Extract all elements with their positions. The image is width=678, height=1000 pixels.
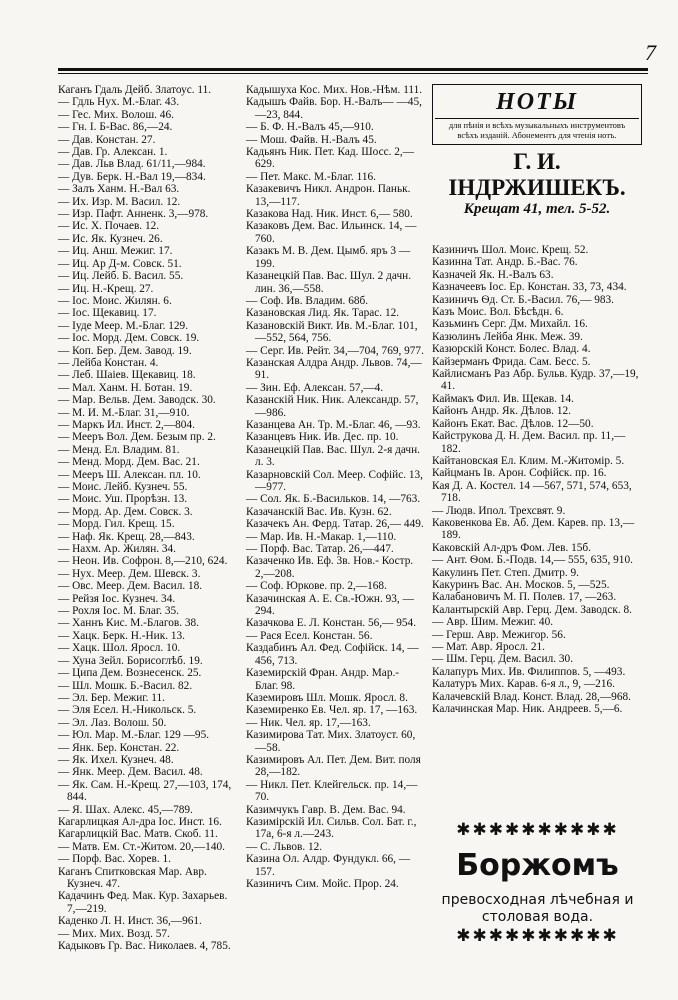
directory-entry: Казакъ М. В. Дем. Цымб. яръ 3 —199. [246, 245, 411, 270]
directory-entry: Калантырскій Авр. Герц. Дем. Заводск. 8. [432, 603, 632, 616]
directory-entry: — Нахм. Ар. Жилян. 34. [58, 543, 177, 556]
directory-entry: Казина Ол. Алдр. Фундукл. 66, —157. [246, 853, 411, 878]
directory-entry: — Эл. Бер. Межиг. 11. [58, 691, 165, 704]
directory-entry: — Порф. Вас. Татар. 26,—447. [246, 543, 394, 556]
directory-entry: Казачанскій Вас. Ив. Кузн. 62. [246, 505, 392, 518]
directory-entry: — Эля Есел. Н.-Никольск. 5. [58, 704, 197, 717]
directory-entry: Кайлисманъ Раз Абр. Бульв. Кудр. 37,—19, 41. [432, 368, 639, 393]
directory-entry: — Хацк. Шол. Яросл. 10. [58, 642, 181, 655]
directory-entry: — Соф. Ив. Владим. 68б. [246, 294, 369, 307]
directory-entry: — Иц. Н.-Крещ. 27. [58, 282, 154, 295]
directory-entry: — Мат. Авр. Яросл. 21. [432, 641, 545, 653]
directory-entry: — Мал. Ханм. Н. Ботан. 19. [58, 381, 193, 394]
directory-entry: — Янк. Бер. Констан. 22. [58, 741, 180, 754]
directory-entry: — Іос. Моис. Жилян. 6. [58, 294, 172, 307]
directory-entry: — Мееръ Вол. Дем. Безым пр. 2. [58, 431, 216, 444]
directory-entry: — Ханнъ Кис. М.-Благов. 38. [58, 617, 200, 630]
directory-entry: — Соф. Юркове. пр. 2,—168. [246, 580, 387, 593]
directory-entry: Кайонъ Андр. Як. Дѣлов. 12. [432, 405, 571, 418]
directory-entry: — Коп. Бер. Дем. Завод. 19. [58, 344, 192, 357]
directory-entry: Калабановичъ М. П. Полев. 17, —263. [432, 591, 617, 604]
directory-entry: Казиничъ Сим. Мойс. Прор. 24. [246, 878, 399, 890]
directory-entry: — Нух. Меер. Дем. Шевск. 3. [58, 567, 201, 580]
directory-entry: — Иц. Лейб. Б. Васил. 55. [58, 270, 184, 283]
directory-entry: Какулинъ Пет. Степ. Дмитр. 9. [432, 566, 579, 579]
directory-entry: — Іос. Морд. Дем. Совск. 19. [58, 332, 200, 345]
directory-entry: Казиничъ Шол. Моис. Крещ. 52. [432, 244, 589, 256]
directory-entry: Казъ Моис. Вол. Бѣсѣдн. 6. [432, 306, 564, 319]
directory-entry: — Менд. Ел. Владим. 81. [58, 443, 180, 456]
directory-entry: — Мих. Мих. Возд. 57. [58, 927, 170, 940]
directory-entry: — Людв. Ипол. Трехсвят. 9. [432, 504, 566, 517]
directory-entry: — Герш. Авр. Межигор. 56. [432, 628, 566, 641]
directory-entry: Кагарлицкій Вас. Матв. Скоб. 11. [58, 828, 218, 841]
directory-entry: — Хацк. Берк. Н.-Ник. 13. [58, 629, 185, 642]
directory-entry: Какуринъ Вас. Ан. Москов. 5, —525. [432, 578, 610, 591]
directory-entry: — Дув. Берк. Н.-Вал 19,—834. [58, 170, 206, 183]
directory-entry: — Сол. Як. Б.-Васильков. 14, —763. [246, 493, 421, 506]
header-rule-thin [58, 73, 648, 74]
column-2 [246, 84, 424, 890]
directory-entry: — Гн. I. Б-Вас. 86,—24. [58, 121, 173, 134]
directory-entry: — Рейзя Іос. Кузнеч. 34. [58, 592, 176, 605]
directory-entry: Кадыковъ Гр. Вас. Николаев. 4, 785. [58, 940, 231, 953]
ad-title: НОТЫ [435, 87, 639, 119]
directory-entry: — Никл. Пет. Клейгельск. пр. 14,—70. [246, 778, 418, 804]
directory-entry: — Ис. Як. Кузнеч. 26. [58, 232, 163, 245]
directory-entry: — Морд. Ар. Дем. Совск. 3. [58, 505, 193, 518]
star-ornament-bottom: ✱✱✱✱✱✱✱✱✱✱ [456, 926, 619, 945]
directory-entry: Казанецкій Пав. Вас. Шул. 2 дачн. лин. 36,—558. [246, 270, 412, 295]
ad-address: Крещат 41, тел. 5-52. [463, 201, 611, 217]
directory-entry: Казанецкій Пав. Вас. Шул. 2-я дачн. л. 3. [246, 443, 420, 469]
directory-entry: — Ципа Дем. Вознесенск. 25. [58, 667, 202, 680]
directory-entry: Кагарлицкая Ал-дра Іос. Инст. 16. [58, 815, 222, 828]
directory-entry: Каздабинъ Ал. Фед. Софійск. 14, —456, 713. [246, 642, 419, 667]
directory-entry: — Наф. Як. Крещ. 28,—843. [58, 530, 195, 543]
directory-entry: — Я. Шах. Алекс. 45,—789. [58, 803, 193, 816]
directory-entry: Казаковъ Дем. Вас. Ильинск. 14, —760. [246, 220, 417, 245]
ad-text: для пѣнія и всѣхъ музыкальныхъ инструментовъ всѣхъ изданій. Абонементъ для чтенія нотъ. [448, 120, 626, 140]
directory-entry: Казачинская А. Е. Св.-Южн. 93, —294. [246, 592, 414, 618]
directory-entry: — Рохля Іос. М. Благ. 35. [58, 605, 179, 618]
directory-entry: Казачкова Е. Л. Констан. 56,— 954. [246, 617, 417, 630]
directory-entry: — Серг. Ив. Рейт. 34,—704, 769, 977. [246, 344, 424, 357]
directory-entry: Кайцманъ Ів. Арон. Софійск. пр. 16. [432, 467, 607, 480]
directory-entry: Казанцевъ Ник. Ив. Дес. пр. 10. [246, 431, 399, 444]
directory-entry: — Зин. Еф. Алексан. 57,—4. [246, 381, 384, 394]
directory-entry: — Маркъ Ил. Инст. 2,—804. [58, 418, 195, 431]
directory-entry: Казьминъ Серг. Дм. Михайл. 16. [432, 318, 588, 331]
directory-entry: Казакова Над. Ник. Инст. 6,— 580. [246, 208, 413, 221]
directory-entry: Казначеевъ Іос. Ер. Констан. 33, 73, 434. [432, 281, 627, 294]
directory-entry: — Гдль Нух. М.-Благ. 43. [58, 96, 180, 109]
directory-entry: Каземиренко Ев. Чел. яр. 17, —163. [246, 704, 418, 717]
directory-entry: Казачекъ Ан. Ферд. Татар. 26,— 449. [246, 518, 424, 531]
directory-entry: Казимірскій Ил. Сильв. Сол. Бат. г., 17а, 6-я л.—243. [246, 815, 417, 841]
directory-entry: Кадачинъ Фед. Мак. Кур. Захарьев. 7,—219. [58, 890, 228, 915]
directory-entry: — Мар. Вельв. Дем. Заводск. 30. [58, 394, 216, 407]
directory-entry: Каганъ Спитковская Мар. Авр. Кузнеч. 47. [58, 865, 207, 890]
directory-entry: — Іуде Меер. М.-Благ. 129. [58, 319, 189, 332]
directory-entry: Каковскій Ал-дръ Фом. Лев. 15б. [432, 541, 591, 554]
directory-entry: — Дав. Гр. Алексан. 1. [58, 146, 168, 159]
directory-entry: — Дав. Льв Влад. 61/11,—984. [58, 158, 206, 171]
directory-entry: Казиничъ Ѳд. Ст. Б.-Васил. 76,— 983. [432, 293, 615, 306]
directory-entry: — Моис. Уш. Прорѣзн. 13. [58, 493, 188, 506]
directory-entry: — Иц. Анш. Межиг. 17. [58, 245, 173, 258]
directory-entry: — Шм. Герц. Дем. Васил. 30. [432, 653, 574, 666]
directory-entry: — Матв. Ем. Ст.-Житом. 20,—140. [58, 840, 225, 853]
directory-entry: — М. И. М.-Благ. 31,—910. [58, 406, 190, 419]
column-1 [58, 84, 238, 952]
directory-entry: — Менд. Морд. Дем. Вас. 21. [58, 456, 200, 469]
directory-entry: — Ис. X. Почаев. 12. [58, 220, 160, 233]
directory-entry: — Рася Есел. Констан. 56. [246, 629, 373, 642]
directory-entry: Казимировъ Ал. Пет. Дем. Вит. поля 28,—182. [246, 753, 421, 779]
directory-entry: — Янк. Меер. Дем. Васил. 48. [58, 766, 203, 779]
directory-entry: — Эл. Лаз. Волош. 50. [58, 716, 167, 729]
directory-entry: — Леб. Шаіев. Щекавиц. 18. [58, 369, 196, 382]
directory-entry: — Ант. Ѳом. Б.-Подв. 14,— 555, 635, 910. [432, 554, 633, 567]
directory-entry: Казанскій Ник. Ник. Александр. 57,—986. [246, 394, 419, 419]
directory-entry: — Моис. Лейб. Кузнеч. 55. [58, 481, 188, 493]
directory-entry: Кадышуха Кос. Мих. Нов.-Нѣм. 111. [246, 84, 423, 96]
directory-entry: — Шл. Мошк. Б.-Васил. 82. [58, 679, 193, 692]
directory-entry: — Изр. Пафт. Анненк. 3,—978. [58, 208, 209, 221]
directory-entry: — Дав. Констан. 27. [58, 133, 156, 146]
directory-entry: — Мош. Файв. Н.-Валъ 45. [246, 133, 377, 146]
directory-entry: Каземирскій Фран. Андр. Мар.- Благ. 98. [246, 667, 400, 692]
directory-entry: — Их. Изр. М. Васил. 12. [58, 195, 181, 208]
directory-entry: Казаченко Ив. Еф. 3в. Нов.- Костр. 2,—208. [246, 555, 414, 580]
directory-entry: — Мар. Ив. Н.-Макар. 1,—110. [246, 530, 397, 543]
directory-entry: Кайструкова Д. Н. Дем. Васил. пр. 11,—182. [432, 430, 626, 455]
directory-entry: — Як. Ихел. Кузнеч. 48. [58, 753, 174, 766]
directory-entry: Кадышъ Файв. Бор. Н.-Валъ— —45,—23, 844. [246, 96, 422, 121]
directory-entry: Казимирова Тат. Мих. Златоуст. 60,—58. [246, 729, 416, 754]
directory-entry: — С. Львов. 12. [246, 840, 323, 853]
directory-entry: Казакевичъ Никл. Андрон. Паньк. 13,—117. [246, 183, 411, 208]
directory-entry: Калапуръ Мих. Ив. Филиппов. 5, —493. [432, 665, 626, 678]
ad-shop-name: Г. И. ІНДРЖИШЕКЪ. [448, 149, 626, 200]
directory-entry: — Морд. Гил. Крещ. 15. [58, 518, 175, 531]
directory-entry: — Хуна Зейл. Борисоглѣб. 19. [58, 654, 203, 667]
directory-entry: — Порф. Вас. Хорев. 1. [58, 853, 171, 866]
directory-entry: Каковенкова Ев. Аб. Дем. Карев. пр. 13,—189. [432, 516, 635, 542]
directory-entry: Казанская Алдра Андр. Львов. 74,—91. [246, 356, 422, 382]
directory-entry: — Юл. Мар. М.-Благ. 129 —95. [58, 729, 210, 742]
directory-entry: Казначей Як. Н.-Валъ 63. [432, 268, 554, 281]
directory-entry: Кайтановская Ел. Клим. М.-Житомір. 5. [432, 454, 625, 467]
directory-entry: — Лейба Констан. 4. [58, 356, 159, 369]
directory-entry: Калатуръ Мих. Карав. 6-я л., 9, —216. [432, 678, 615, 691]
page-number: 7 [645, 40, 656, 65]
directory-entry: — Ник. Чел. яр. 17,—163. [246, 716, 371, 729]
directory-entry: Каганъ Гдаль Дейб. Златоус. 11. [58, 84, 212, 96]
ad-frame [432, 84, 642, 145]
directory-entry: Каймакъ Фил. Ив. Щекав. 14. [432, 392, 574, 405]
directory-entry: — Б. Ф. Н.-Валъ 45,—910. [246, 121, 374, 134]
directory-entry: Казинна Тат. Андр. Б.-Вас. 76. [432, 256, 578, 269]
directory-entry: — Як. Сам. Н.-Крещ. 27,—103, 174, 844. [58, 778, 232, 804]
directory-entry: Кайзерманъ Фрида. Сам. Бесс. 5. [432, 355, 591, 368]
directory-entry: Калачевскій Влад. Конст. Влад. 28,—968. [432, 690, 631, 703]
directory-entry: Казановскій Викт. Ив. М.-Благ. 101,—552, 564, 756. [246, 319, 418, 345]
header-rule-thick [58, 68, 648, 71]
directory-entry: — Іос. Щекавиц. 17. [58, 307, 157, 320]
directory-entry: — Гес. Мих. Волош. 46. [58, 108, 174, 121]
advertisement-borjom [440, 820, 635, 946]
directory-entry: Казановская Лид. Як. Тарас. 12. [246, 307, 400, 320]
directory-entry: Казимчукъ Гавр. В. Дем. Вас. 94. [246, 803, 406, 816]
directory-entry: Калачинская Мар. Ник. Андреев. 5,—6. [432, 703, 623, 716]
directory-entry: Каденко Л. Н. Инст. 36,—961. [58, 915, 202, 928]
directory-entry: Казарновскій Сол. Меер. Софійс. 13,—977. [246, 468, 424, 493]
ad-brand: Боржомъ [456, 848, 619, 883]
directory-entry: — Овс. Меер. Дем. Васил. 18. [58, 580, 203, 593]
directory-entry: Каземировъ Шл. Мошк. Яросл. 8. [246, 691, 408, 704]
ad-slogan: превосходная лѣчебная и столовая вода. [441, 892, 634, 925]
directory-entry: Казюрскій Конст. Болес. Влад. 4. [432, 343, 591, 356]
directory-entry: — Пет. Макс. М.-Благ. 116. [246, 170, 376, 183]
star-ornament-top: ✱✱✱✱✱✱✱✱✱✱ [456, 820, 619, 839]
directory-entry: — Авр. Шим. Межиг. 40. [432, 616, 554, 629]
directory-entry: — Неон. Ив. Софрон. 8,—210, 624. [58, 555, 228, 568]
column-3 [432, 244, 642, 715]
directory-entry: — Иц. Ар Д-м. Совск. 51. [58, 257, 182, 270]
directory-entry: — Залъ Ханм. Н.-Вал 63. [58, 183, 180, 196]
directory-entry: Кая Д. А. Костел. 14 —567, 571, 574, 653, 718. [432, 479, 632, 505]
directory-entry: Кайонъ Екат. Вас. Дѣлов. 12—50. [432, 417, 594, 430]
directory-entry: Кадьянъ Ник. Пет. Кад. Шосс. 2,—629. [246, 146, 415, 171]
advertisement-notes [432, 84, 642, 242]
directory-entry: Казюлинъ Лейба Янк. Меж. 39. [432, 330, 583, 343]
directory-entry: Казанцева Ан. Тр. М.-Благ. 46, —93. [246, 418, 421, 431]
directory-entry: — Мееръ Ш. Алексан. пл. 10. [58, 468, 201, 481]
